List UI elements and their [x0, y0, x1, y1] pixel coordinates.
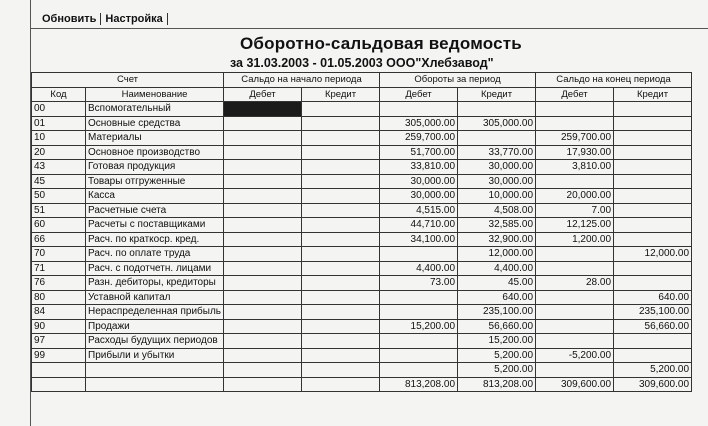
turnover-credit-cell[interactable]: 45.00 — [458, 276, 536, 291]
closing-credit-cell[interactable] — [614, 145, 692, 160]
account-code-cell[interactable] — [32, 363, 86, 378]
header-opening-debit: Дебет — [224, 87, 302, 102]
account-name-cell[interactable]: Нераспределенная прибыль — [86, 305, 224, 320]
turnover-debit-cell[interactable]: 34,100.00 — [380, 232, 458, 247]
account-code-cell[interactable]: 99 — [32, 348, 86, 363]
turnover-debit-cell[interactable]: 4,515.00 — [380, 203, 458, 218]
opening-credit-cell[interactable] — [302, 261, 380, 276]
account-name-cell[interactable]: Расчетные счета — [86, 203, 224, 218]
turnover-debit-cell[interactable] — [380, 290, 458, 305]
account-name-cell[interactable]: Материалы — [86, 131, 224, 146]
turnover-debit-cell[interactable]: 51,700.00 — [380, 145, 458, 160]
closing-debit-cell[interactable] — [536, 102, 614, 117]
settings-button[interactable]: Настройка — [101, 13, 167, 25]
table-row — [32, 305, 692, 320]
table-row — [32, 348, 692, 363]
account-name-cell[interactable]: Вспомогательный — [86, 102, 224, 117]
opening-credit-cell[interactable] — [302, 232, 380, 247]
closing-credit-cell[interactable]: 640.00 — [614, 290, 692, 305]
opening-debit-cell[interactable] — [224, 348, 302, 363]
turnover-debit-cell[interactable]: 259,700.00 — [380, 131, 458, 146]
table-row — [32, 218, 692, 233]
opening-credit-cell[interactable] — [302, 247, 380, 262]
opening-credit-cell[interactable] — [302, 218, 380, 233]
turnover-debit-cell[interactable] — [380, 348, 458, 363]
turnover-credit-cell[interactable]: 5,200.00 — [458, 363, 536, 378]
turnover-credit-cell[interactable]: 56,660.00 — [458, 319, 536, 334]
table-row — [32, 247, 692, 262]
total-turnover-debit: 813,208.00 — [380, 377, 458, 392]
refresh-button[interactable]: Обновить — [38, 13, 101, 25]
account-code-cell[interactable]: 51 — [32, 203, 86, 218]
table-row — [32, 102, 692, 117]
opening-credit-cell[interactable] — [302, 319, 380, 334]
table-row — [32, 116, 692, 131]
account-code-cell[interactable]: 60 — [32, 218, 86, 233]
toolbar — [38, 10, 168, 28]
closing-debit-cell[interactable]: 12,125.00 — [536, 218, 614, 233]
total-opening-debit — [224, 377, 302, 392]
turnover-debit-cell[interactable] — [380, 363, 458, 378]
turnover-credit-cell[interactable]: 15,200.00 — [458, 334, 536, 349]
table-row — [32, 232, 692, 247]
closing-credit-cell[interactable] — [614, 102, 692, 117]
opening-credit-cell[interactable] — [302, 174, 380, 189]
table-row — [32, 131, 692, 146]
closing-credit-cell[interactable] — [614, 348, 692, 363]
header-opening-balance: Сальдо на начало периода — [224, 73, 380, 88]
opening-credit-cell[interactable] — [302, 116, 380, 131]
header-closing-balance: Сальдо на конец периода — [536, 73, 692, 88]
header-turnover-debit: Дебет — [380, 87, 458, 102]
closing-credit-cell[interactable]: 5,200.00 — [614, 363, 692, 378]
opening-credit-cell[interactable] — [302, 290, 380, 305]
closing-debit-cell[interactable] — [536, 247, 614, 262]
opening-credit-cell[interactable] — [302, 203, 380, 218]
header-opening-credit: Кредит — [302, 87, 380, 102]
turnover-credit-cell[interactable]: 4,400.00 — [458, 261, 536, 276]
account-code-cell[interactable]: 70 — [32, 247, 86, 262]
table-row — [32, 174, 692, 189]
turnover-debit-cell[interactable]: 4,400.00 — [380, 261, 458, 276]
turnover-credit-cell[interactable] — [458, 102, 536, 117]
opening-debit-cell[interactable] — [224, 189, 302, 204]
turnover-credit-cell[interactable]: 12,000.00 — [458, 247, 536, 262]
turnover-credit-cell[interactable]: 32,900.00 — [458, 232, 536, 247]
turnover-debit-cell[interactable]: 15,200.00 — [380, 319, 458, 334]
turnover-credit-cell[interactable]: 32,585.00 — [458, 218, 536, 233]
table-row — [32, 203, 692, 218]
account-name-cell[interactable]: Расч. по оплате труда — [86, 247, 224, 262]
total-opening-credit — [302, 377, 380, 392]
opening-credit-cell[interactable] — [302, 276, 380, 291]
total-closing-debit: 309,600.00 — [536, 377, 614, 392]
account-name-cell[interactable]: Расчеты с поставщиками — [86, 218, 224, 233]
turnover-debit-cell[interactable]: 73.00 — [380, 276, 458, 291]
closing-debit-cell[interactable]: 28.00 — [536, 276, 614, 291]
opening-debit-cell[interactable] — [224, 319, 302, 334]
turnover-balance-table — [31, 72, 692, 392]
table-row — [32, 363, 692, 378]
closing-debit-cell[interactable] — [536, 290, 614, 305]
table-row — [32, 160, 692, 175]
closing-debit-cell[interactable] — [536, 261, 614, 276]
closing-debit-cell[interactable]: 17,930.00 — [536, 145, 614, 160]
account-name-cell[interactable]: Касса — [86, 189, 224, 204]
account-code-cell[interactable]: 20 — [32, 145, 86, 160]
table-row — [32, 189, 692, 204]
table-row — [32, 276, 692, 291]
closing-credit-cell[interactable] — [614, 218, 692, 233]
header-closing-debit: Дебет — [536, 87, 614, 102]
table-row — [32, 261, 692, 276]
closing-debit-cell[interactable] — [536, 116, 614, 131]
account-name-cell[interactable]: Готовая продукция — [86, 160, 224, 175]
turnover-debit-cell[interactable] — [380, 305, 458, 320]
opening-debit-cell[interactable] — [224, 203, 302, 218]
closing-debit-cell[interactable] — [536, 334, 614, 349]
opening-debit-cell[interactable] — [224, 305, 302, 320]
account-code-cell[interactable]: 01 — [32, 116, 86, 131]
turnover-debit-cell[interactable]: 33,810.00 — [380, 160, 458, 175]
closing-debit-cell[interactable] — [536, 319, 614, 334]
opening-debit-cell[interactable] — [224, 261, 302, 276]
closing-credit-cell[interactable] — [614, 276, 692, 291]
turnover-debit-cell[interactable] — [380, 247, 458, 262]
turnover-credit-cell[interactable]: 640.00 — [458, 290, 536, 305]
opening-debit-cell[interactable] — [224, 160, 302, 175]
account-name-cell[interactable]: Расч. по краткоср. кред. — [86, 232, 224, 247]
table-row — [32, 334, 692, 349]
account-code-cell[interactable]: 80 — [32, 290, 86, 305]
account-name-cell[interactable]: Разн. дебиторы, кредиторы — [86, 276, 224, 291]
turnover-debit-cell[interactable]: 305,000.00 — [380, 116, 458, 131]
account-code-cell[interactable]: 97 — [32, 334, 86, 349]
turnover-debit-cell[interactable]: 30,000.00 — [380, 189, 458, 204]
account-name-cell[interactable]: Основное производство — [86, 145, 224, 160]
opening-credit-cell[interactable] — [302, 363, 380, 378]
closing-debit-cell[interactable] — [536, 305, 614, 320]
opening-credit-cell[interactable] — [302, 160, 380, 175]
account-name-cell[interactable]: Прибыли и убытки — [86, 348, 224, 363]
opening-credit-cell[interactable] — [302, 189, 380, 204]
account-code-cell[interactable]: 76 — [32, 276, 86, 291]
table-row — [32, 290, 692, 305]
report-subtitle: за 31.03.2003 - 01.05.2003 ООО"Хлебзавод" — [230, 56, 494, 70]
closing-credit-cell[interactable]: 56,660.00 — [614, 319, 692, 334]
closing-credit-cell[interactable] — [614, 203, 692, 218]
turnover-credit-cell[interactable]: 10,000.00 — [458, 189, 536, 204]
closing-debit-cell[interactable]: 7.00 — [536, 203, 614, 218]
account-code-cell[interactable]: 84 — [32, 305, 86, 320]
account-code-cell[interactable]: 10 — [32, 131, 86, 146]
report-title: Оборотно-сальдовая ведомость — [240, 34, 522, 53]
header-account: Счет — [32, 73, 224, 88]
opening-credit-cell[interactable] — [302, 305, 380, 320]
opening-debit-cell[interactable] — [224, 102, 302, 117]
closing-credit-cell[interactable] — [614, 174, 692, 189]
header-turnover-credit: Кредит — [458, 87, 536, 102]
opening-debit-cell[interactable] — [224, 276, 302, 291]
totals-code-cell — [32, 377, 86, 392]
closing-credit-cell[interactable] — [614, 189, 692, 204]
turnover-debit-cell[interactable] — [380, 334, 458, 349]
toolbar-divider — [30, 28, 708, 29]
turnover-credit-cell[interactable]: 33,770.00 — [458, 145, 536, 160]
opening-debit-cell[interactable] — [224, 116, 302, 131]
closing-credit-cell[interactable] — [614, 131, 692, 146]
account-name-cell[interactable] — [86, 363, 224, 378]
totals-row — [32, 377, 692, 392]
closing-credit-cell[interactable] — [614, 261, 692, 276]
opening-credit-cell[interactable] — [302, 334, 380, 349]
closing-debit-cell[interactable]: 20,000.00 — [536, 189, 614, 204]
opening-debit-cell[interactable] — [224, 131, 302, 146]
totals-name-cell — [86, 377, 224, 392]
closing-credit-cell[interactable] — [614, 334, 692, 349]
closing-credit-cell[interactable] — [614, 160, 692, 175]
account-name-cell[interactable]: Основные средства — [86, 116, 224, 131]
account-code-cell[interactable]: 50 — [32, 189, 86, 204]
turnover-debit-cell[interactable]: 30,000.00 — [380, 174, 458, 189]
account-code-cell[interactable]: 71 — [32, 261, 86, 276]
header-name: Наименование — [86, 87, 224, 102]
opening-debit-cell[interactable] — [224, 174, 302, 189]
opening-debit-cell[interactable] — [224, 232, 302, 247]
closing-debit-cell[interactable]: 259,700.00 — [536, 131, 614, 146]
opening-debit-cell[interactable] — [224, 334, 302, 349]
table-row — [32, 319, 692, 334]
opening-debit-cell[interactable] — [224, 247, 302, 262]
turnover-credit-cell[interactable] — [458, 131, 536, 146]
account-code-cell[interactable]: 00 — [32, 102, 86, 117]
turnover-debit-cell[interactable] — [380, 102, 458, 117]
account-name-cell[interactable]: Товары отгруженные — [86, 174, 224, 189]
opening-credit-cell[interactable] — [302, 145, 380, 160]
account-name-cell[interactable]: Расч. с подотчетн. лицами — [86, 261, 224, 276]
account-code-cell[interactable]: 43 — [32, 160, 86, 175]
turnover-credit-cell[interactable]: 305,000.00 — [458, 116, 536, 131]
opening-debit-cell[interactable] — [224, 290, 302, 305]
account-code-cell[interactable]: 66 — [32, 232, 86, 247]
account-name-cell[interactable]: Уставной капитал — [86, 290, 224, 305]
opening-credit-cell[interactable] — [302, 131, 380, 146]
closing-credit-cell[interactable] — [614, 116, 692, 131]
opening-debit-cell[interactable] — [224, 218, 302, 233]
turnover-debit-cell[interactable]: 44,710.00 — [380, 218, 458, 233]
header-closing-credit: Кредит — [614, 87, 692, 102]
turnover-credit-cell[interactable]: 4,508.00 — [458, 203, 536, 218]
account-code-cell[interactable]: 45 — [32, 174, 86, 189]
turnover-credit-cell[interactable]: 235,100.00 — [458, 305, 536, 320]
turnover-credit-cell[interactable]: 5,200.00 — [458, 348, 536, 363]
closing-debit-cell[interactable]: 1,200.00 — [536, 232, 614, 247]
total-turnover-credit: 813,208.00 — [458, 377, 536, 392]
account-name-cell[interactable]: Продажи — [86, 319, 224, 334]
closing-debit-cell[interactable] — [536, 174, 614, 189]
table-row — [32, 145, 692, 160]
account-name-cell[interactable]: Расходы будущих периодов — [86, 334, 224, 349]
table-body — [32, 102, 692, 378]
header-code: Код — [32, 87, 86, 102]
opening-credit-cell[interactable] — [302, 102, 380, 117]
closing-debit-cell[interactable]: -5,200.00 — [536, 348, 614, 363]
closing-debit-cell[interactable] — [536, 363, 614, 378]
turnover-credit-cell[interactable]: 30,000.00 — [458, 160, 536, 175]
opening-debit-cell[interactable] — [224, 145, 302, 160]
total-closing-credit: 309,600.00 — [614, 377, 692, 392]
opening-credit-cell[interactable] — [302, 348, 380, 363]
header-turnover: Обороты за период — [380, 73, 536, 88]
turnover-credit-cell[interactable]: 30,000.00 — [458, 174, 536, 189]
closing-credit-cell[interactable]: 235,100.00 — [614, 305, 692, 320]
opening-debit-cell[interactable] — [224, 363, 302, 378]
account-code-cell[interactable]: 90 — [32, 319, 86, 334]
closing-credit-cell[interactable] — [614, 232, 692, 247]
closing-debit-cell[interactable]: 3,810.00 — [536, 160, 614, 175]
closing-credit-cell[interactable]: 12,000.00 — [614, 247, 692, 262]
